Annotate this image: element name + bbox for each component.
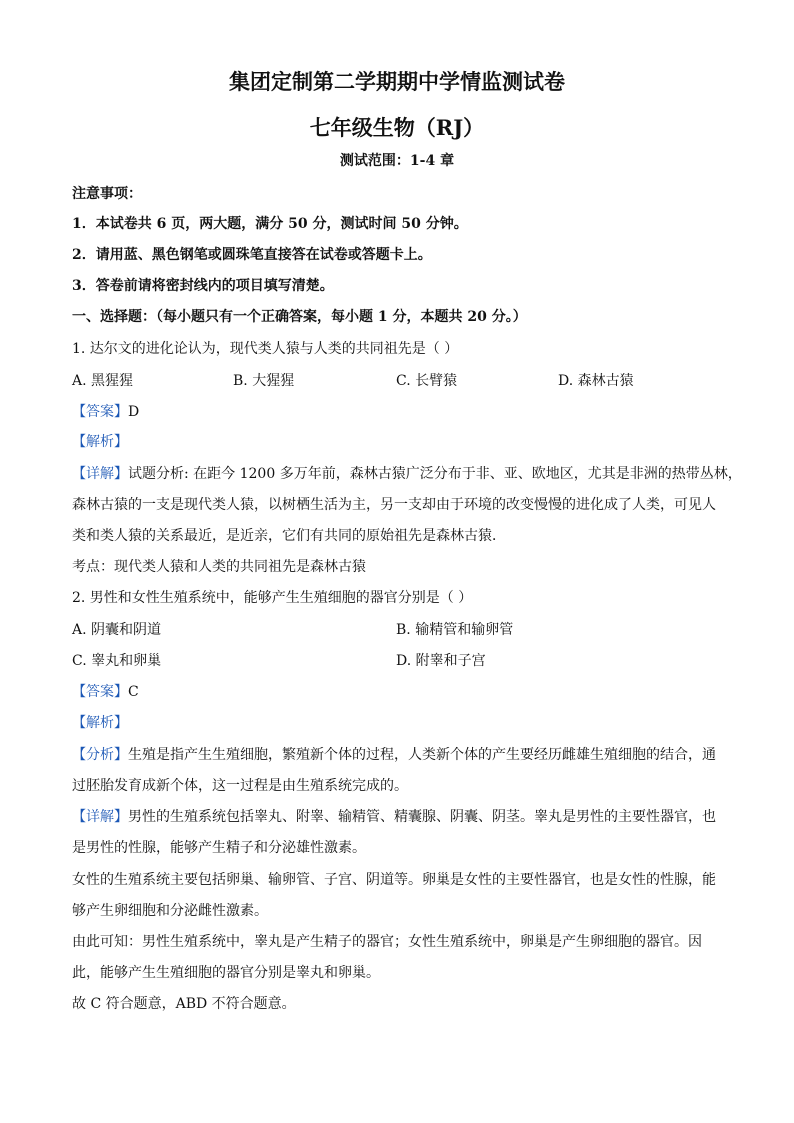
analysis-label: 【解析】 — [72, 715, 128, 731]
question-option: D. 森林古猿 — [558, 373, 634, 389]
detail-text: 此，能够产生生殖细胞的器官分别是睾丸和卵巢。 — [72, 965, 380, 981]
question-option: C. 睾丸和卵巢 — [72, 653, 162, 669]
answer-value: C — [128, 684, 139, 700]
notes-heading: 注意事项： — [72, 186, 142, 202]
analysis-tag — [72, 712, 732, 732]
question-stem: 2. 男性和女性生殖系统中，能够产生生殖细胞的器官分别是（ ） — [72, 590, 473, 606]
answer-line — [72, 681, 732, 701]
notes-item: 3．答卷前请将密封线内的项目填写清楚。 — [72, 278, 334, 294]
detail-text: 类和类人猿的关系最近，是近亲，它们有共同的原始祖先是森林古猿． — [72, 528, 506, 544]
exam-subtitle: 七年级生物（RJ） — [309, 115, 485, 140]
question-stem: 1. 达尔文的进化论认为，现代类人猿与人类的共同祖先是（ ） — [72, 341, 459, 357]
detail-text: 男性的生殖系统包括睾丸、附睾、输精管、精囊腺、阴囊、阴茎。睾丸是男性的主要性器官，也 — [128, 809, 716, 825]
analysis-label: 【解析】 — [72, 434, 128, 450]
detail-text: 是男性的性腺，能够产生精子和分泌雄性激素。 — [72, 840, 366, 856]
detail-paragraph-line — [72, 806, 732, 826]
exam-title: 集团定制第二学期期中学情监测试卷 — [229, 69, 565, 94]
detail-tag: 【详解】 — [72, 466, 128, 482]
question-option: A. 阴囊和阴道 — [72, 622, 162, 638]
detail-text: 由此可知：男性生殖系统中，睾丸是产生精子的器官；女性生殖系统中，卵巢是产生卵细胞的器官。因 — [72, 934, 702, 950]
question-option: B. 输精管和输卵管 — [396, 622, 514, 638]
detail-paragraph-line — [72, 463, 742, 483]
fenxi-text: 生殖是指产生生殖细胞，繁殖新个体的过程，人类新个体的产生要经历雌雄生殖细胞的结合，通 — [128, 747, 716, 763]
answer-value: D — [128, 404, 140, 420]
detail-text: 女性的生殖系统主要包括卵巢、输卵管、子宫、阴道等。卵巢是女性的主要性器官，也是女性的性腺，能 — [72, 872, 716, 888]
answer-tag: 【答案】 — [72, 404, 128, 420]
fenxi-text: 过胚胎发育成新个体，这一过程是由生殖系统完成的。 — [72, 778, 408, 794]
notes-item: 2．请用蓝、黑色钢笔或圆珠笔直接答在试卷或答题卡上。 — [72, 247, 432, 263]
question-option: B. 大猩猩 — [233, 373, 295, 389]
fenxi-tag: 【分析】 — [72, 747, 128, 763]
section-heading: 一、选择题：（每小题只有一个正确答案，每小题 1 分，本题共 20 分。） — [72, 309, 527, 325]
detail-text: 够产生卵细胞和分泌雌性激素。 — [72, 903, 268, 919]
question-option: D. 附睾和子宫 — [396, 653, 486, 669]
kaodian-text: 考点：现代类人猿和人类的共同祖先是森林古猿 — [72, 559, 366, 575]
detail-text: 试题分析: 在距今 1200 多万年前，森林古猿广泛分布于非、亚、欧地区，尤其是非洲的热带丛林， — [128, 466, 742, 482]
notes-item: 1．本试卷共 6 页，两大题，满分 50 分，测试时间 50 分钟。 — [72, 216, 468, 232]
detail-text: 故 C 符合题意，ABD 不符合题意。 — [72, 996, 296, 1012]
exam-scope: 测试范围：1-4 章 — [339, 153, 455, 169]
question-option: C. 长臂猿 — [396, 373, 458, 389]
fenxi-paragraph-line — [72, 744, 732, 764]
analysis-tag — [72, 431, 732, 451]
answer-line — [72, 401, 732, 421]
question-option: A. 黑猩猩 — [72, 373, 134, 389]
answer-tag: 【答案】 — [72, 684, 128, 700]
detail-text: 森林古猿的一支是现代类人猿，以树栖生活为主，另一支却由于环境的改变慢慢的进化成了人类，可见人 — [72, 497, 716, 513]
detail-tag: 【详解】 — [72, 809, 128, 825]
